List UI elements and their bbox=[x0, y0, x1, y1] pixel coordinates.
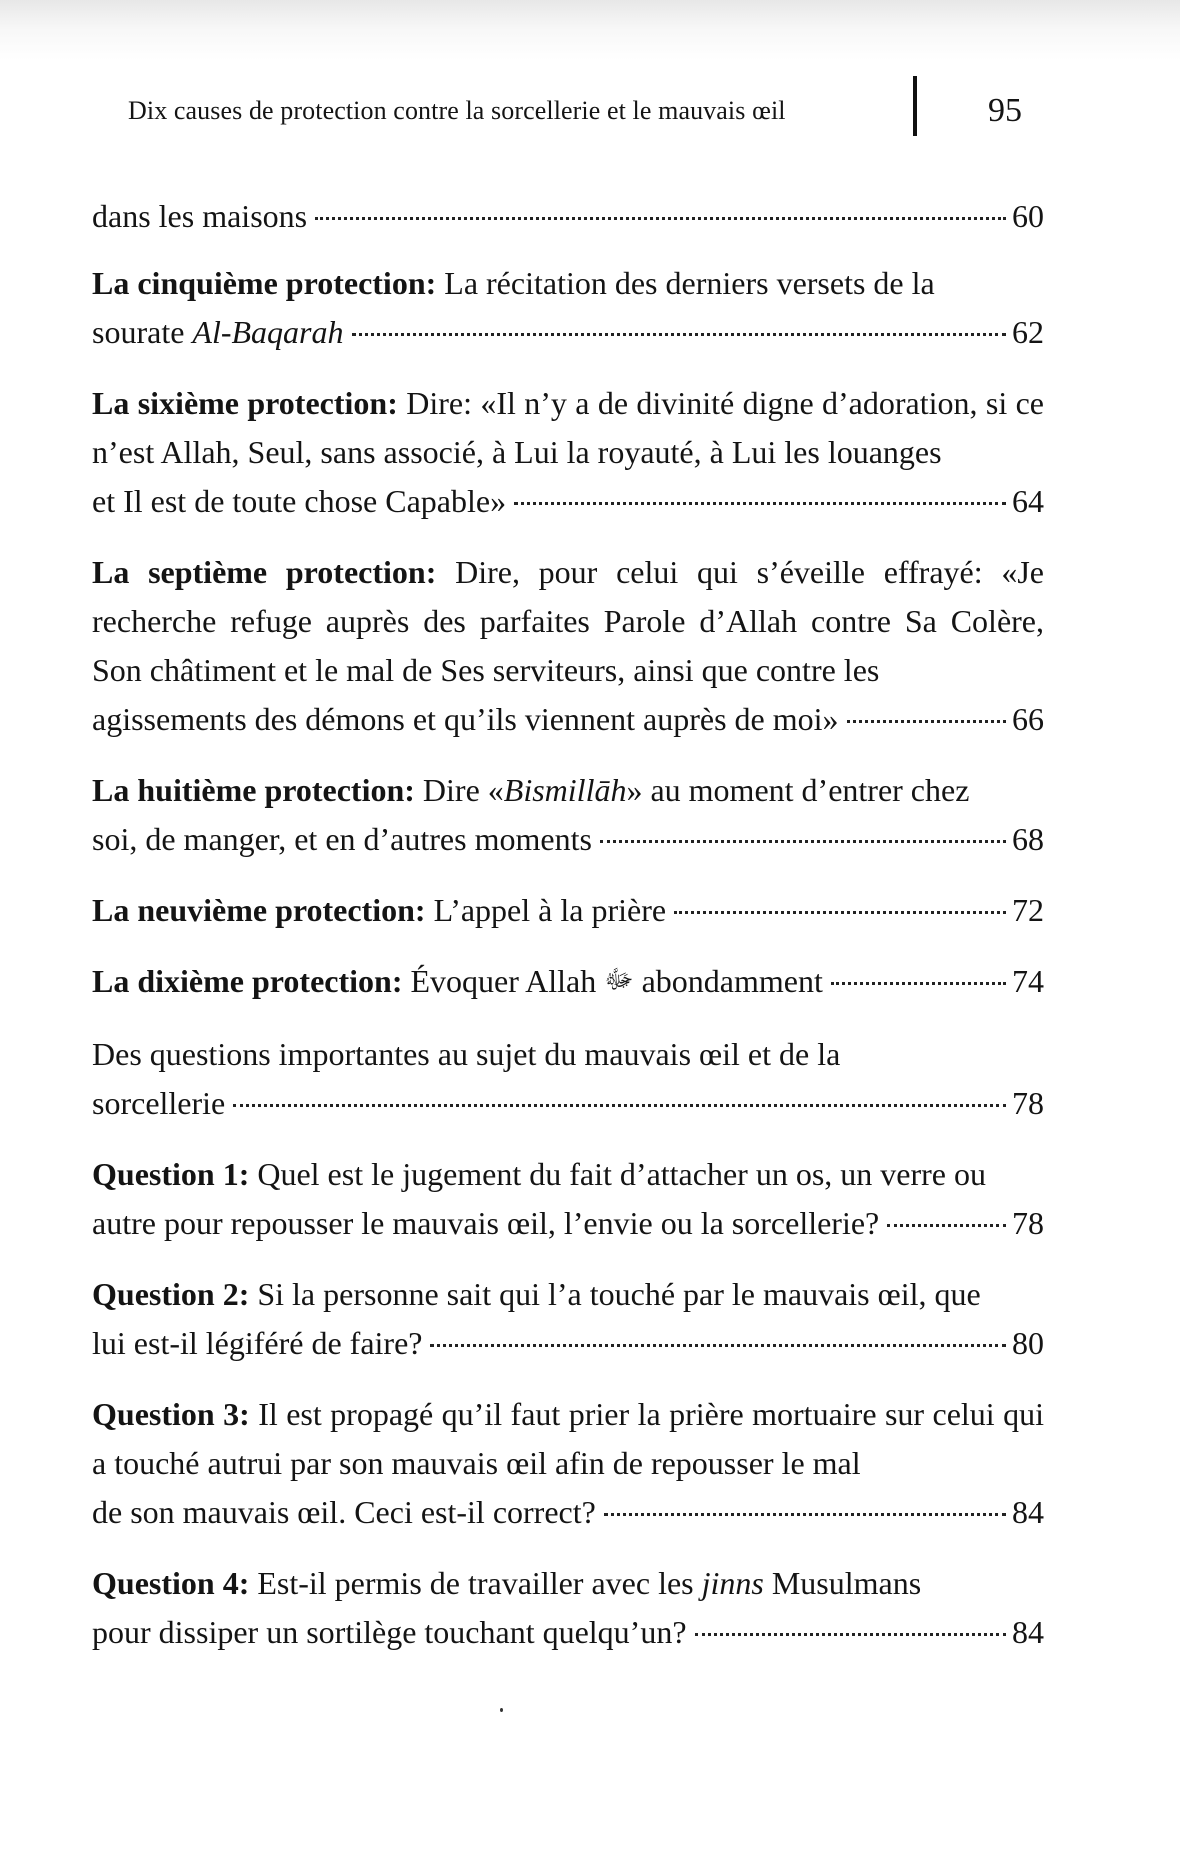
toc-entry-question-1[interactable] bbox=[92, 1150, 1044, 1248]
toc-entry-label: La dixième protection: bbox=[92, 963, 403, 999]
toc-page-number: 72 bbox=[1012, 892, 1044, 928]
toc-entry-text: Il est propagé qu’il faut prier la prière mortuaire sur celui qui a touché autrui par son mauvais œil afin de repousser le mal bbox=[92, 1396, 1045, 1481]
toc-entry-italic: jinns bbox=[701, 1565, 764, 1601]
toc-page-number: 78 bbox=[1012, 1085, 1044, 1121]
jalla-jalaluhu-glyph-icon: ﷻ bbox=[604, 965, 634, 994]
toc-entry-last-line: sorcellerie bbox=[92, 1085, 226, 1121]
toc-entry-text: Des questions importantes au sujet du mauvais œil et de la bbox=[92, 1036, 841, 1072]
toc-page-number: 68 bbox=[1012, 821, 1044, 857]
toc-entry-last-line: pour dissiper un sortilège touchant quelqu’un? bbox=[92, 1614, 687, 1650]
toc-page-number: 74 bbox=[1012, 963, 1044, 999]
toc-entry-huitieme-protection[interactable] bbox=[92, 766, 1044, 864]
toc-entry-last-line: lui est-il légiféré de faire? bbox=[92, 1325, 423, 1361]
toc-entry-septieme-protection[interactable] bbox=[92, 548, 1044, 744]
toc-entry-text: La récitation des derniers versets de la bbox=[444, 265, 935, 301]
dot-leader bbox=[674, 911, 1006, 914]
toc-page-number: 80 bbox=[1012, 1325, 1044, 1361]
toc-page-number: 66 bbox=[1012, 701, 1044, 737]
toc-entry-label: La sixième protection: bbox=[92, 385, 398, 421]
toc-page-number: 60 bbox=[1012, 198, 1044, 234]
toc-entry-label: Question 1: bbox=[92, 1156, 250, 1192]
toc-entry-neuvieme-protection[interactable] bbox=[92, 886, 1044, 935]
toc-page-number: 84 bbox=[1012, 1494, 1044, 1530]
toc-entry-text: dans les maisons bbox=[92, 198, 308, 234]
toc-entry-last-line: de son mauvais œil. Ceci est-il correct? bbox=[92, 1494, 596, 1530]
header-vertical-rule bbox=[913, 76, 917, 136]
dot-leader bbox=[695, 1633, 1006, 1636]
toc-entry-label: La huitième protection: bbox=[92, 772, 415, 808]
toc-entry-question-3[interactable] bbox=[92, 1390, 1044, 1537]
toc-entry-text: Musulmans bbox=[771, 1565, 922, 1601]
toc-entry-last-line: agissements des démons et qu’ils viennent auprès de moi» bbox=[92, 701, 839, 737]
toc-page-number: 84 bbox=[1012, 1614, 1044, 1650]
toc-entry-italic: Bismillāh bbox=[503, 772, 627, 808]
toc-entry-question-2[interactable] bbox=[92, 1270, 1044, 1368]
toc-entry-label: La neuvième protection: bbox=[92, 892, 426, 928]
running-header bbox=[128, 92, 1028, 142]
dot-leader bbox=[352, 333, 1007, 336]
toc-entry-question-4[interactable] bbox=[92, 1559, 1044, 1657]
ink-speck bbox=[500, 1708, 503, 1712]
toc-entry-text: Dire, pour celui qui s’éveille effrayé: «Je recherche refuge auprès des parfaites Parole d’Allah contre Sa Colère, Son châtiment et le mal de Ses serviteurs, ainsi que contre les bbox=[92, 554, 1045, 688]
dot-leader bbox=[315, 217, 1006, 220]
toc-entry-text: » au moment d’entrer chez bbox=[626, 772, 970, 808]
page-number: 95 bbox=[988, 92, 1022, 129]
dot-leader bbox=[847, 720, 1006, 723]
toc-entry-text: abondamment bbox=[641, 963, 823, 999]
toc-entry-text: Si la personne sait qui l’a touché par le mauvais œil, que bbox=[257, 1276, 981, 1312]
dot-leader bbox=[831, 982, 1006, 985]
dot-leader bbox=[887, 1224, 1006, 1227]
toc-entry-text: L’appel à la prière bbox=[433, 892, 667, 928]
toc-entry-last-line: et Il est de toute chose Capable» bbox=[92, 483, 507, 519]
toc-entry-questions-importantes[interactable] bbox=[92, 1030, 1044, 1128]
toc-entry-cinquieme-protection[interactable] bbox=[92, 259, 1044, 357]
dot-leader bbox=[233, 1104, 1006, 1107]
toc-page-number: 64 bbox=[1012, 483, 1044, 519]
table-of-contents bbox=[92, 192, 1044, 1679]
dot-leader bbox=[430, 1344, 1006, 1347]
toc-entry-label: Question 4: bbox=[92, 1565, 250, 1601]
toc-entry-last-line: sourate Al-Baqarah bbox=[92, 314, 344, 350]
toc-entry-last-line: soi, de manger, et en d’autres moments bbox=[92, 821, 592, 857]
toc-entry-text: Dire: «Il n’y a de divinité digne d’adoration, si ce n’est Allah, Seul, sans associé, à Lui la royauté, à Lui les louanges bbox=[92, 385, 1045, 470]
dot-leader bbox=[514, 502, 1006, 505]
toc-entry-label: La septième protection: bbox=[92, 554, 437, 590]
toc-entry-italic: Al-Baqarah bbox=[192, 314, 344, 350]
toc-entry-label: La cinquième protection: bbox=[92, 265, 437, 301]
toc-entry-last-line: autre pour repousser le mauvais œil, l’envie ou la sorcellerie? bbox=[92, 1205, 880, 1241]
toc-entry-dans-les-maisons[interactable] bbox=[92, 192, 1044, 241]
toc-entry-sixieme-protection[interactable] bbox=[92, 379, 1044, 526]
dot-leader bbox=[600, 840, 1006, 843]
toc-entry-text: Dire « bbox=[422, 772, 504, 808]
toc-page-number: 62 bbox=[1012, 314, 1044, 350]
dot-leader bbox=[604, 1513, 1006, 1516]
toc-entry-text: Est-il permis de travailler avec les bbox=[257, 1565, 694, 1601]
toc-entry-text: Quel est le jugement du fait d’attacher un os, un verre ou bbox=[257, 1156, 986, 1192]
running-header-title: Dix causes de protection contre la sorcellerie et le mauvais œil bbox=[128, 96, 786, 125]
toc-entry-label: Question 2: bbox=[92, 1276, 250, 1312]
toc-page-number: 78 bbox=[1012, 1205, 1044, 1241]
toc-entry-text: Évoquer Allah bbox=[410, 963, 597, 999]
toc-entry-label: Question 3: bbox=[92, 1396, 250, 1432]
toc-entry-dixieme-protection[interactable] bbox=[92, 957, 1044, 1008]
